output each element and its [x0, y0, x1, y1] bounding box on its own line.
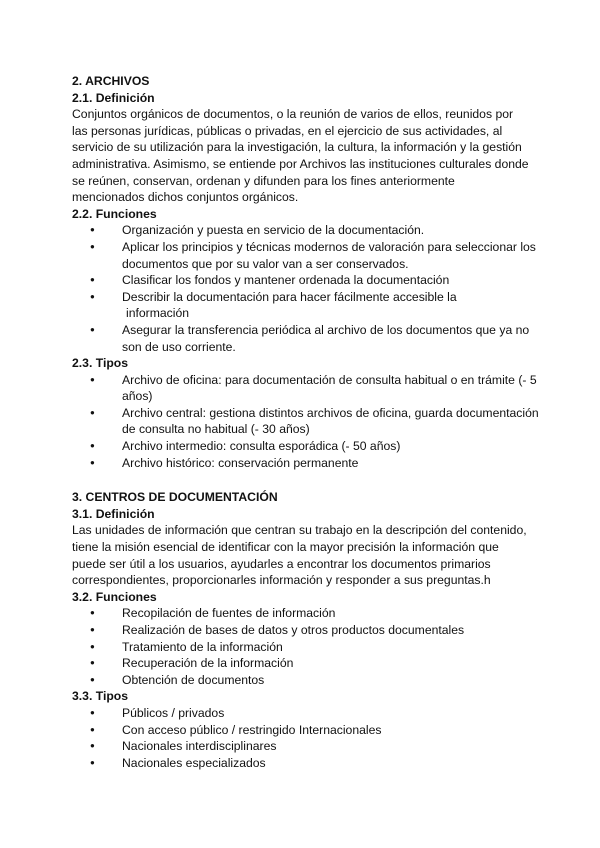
list-item: ● Públicos / privados [108, 705, 540, 722]
paragraph-centros-definicion [72, 522, 540, 588]
list-item: ● Nacionales interdisciplinares [108, 738, 540, 755]
list-item: ● Realización de bases de datos y otros productos documentales [108, 622, 540, 639]
list-item-text: Archivo de oficina: para documentación de consulta habitual o en trámite (- 5 [122, 372, 537, 387]
list-item [108, 372, 540, 405]
list-item-text: Aplicar los principios y técnicas modernos de valoración para seleccionar los [122, 239, 536, 254]
list-archivos-tipos [72, 372, 540, 472]
heading-archivos-definicion: 2.1. Definición [72, 90, 155, 105]
list-item: ● Obtención de documentos [108, 672, 540, 689]
list-item [108, 405, 540, 438]
text-line: Conjuntos orgánicos de documentos, o la reunión de varios de ellos, reunidos por [72, 107, 514, 122]
heading-centros-funciones: 3.2. Funciones [72, 589, 157, 604]
paragraph-archivos-definicion [72, 106, 540, 206]
list-item-text: Describir la documentación para hacer fácilmente accesible la [122, 289, 457, 304]
heading-centros-tipos: 3.3. Tipos [72, 689, 128, 704]
list-item-text: Organización y puesta en servicio de la documentación. [122, 223, 425, 238]
list-item-text: Archivo histórico: conservación permanente [122, 455, 359, 470]
list-item-text: son de uso corriente. [122, 339, 236, 354]
list-item-text: Archivo central: gestiona distintos archivos de oficina, guarda documentación [122, 405, 539, 420]
heading-archivos-tipos: 2.3. Tipos [72, 356, 128, 371]
list-item [108, 222, 540, 239]
text-line: tiene la misión esencial de identificar con la mayor precisión la información que [72, 540, 499, 555]
text-line: correspondientes, proporcionarles información y responder a sus preguntas.h [72, 573, 491, 588]
list-item [108, 272, 540, 289]
list-item [108, 455, 540, 472]
list-item-text: años) [122, 389, 153, 404]
list-archivos-funciones [72, 222, 540, 355]
list-item-text: de consulta no habitual (- 30 años) [122, 422, 310, 437]
list-item-text: Clasificar los fondos y mantener ordenada la documentación [122, 273, 450, 288]
list-item [108, 322, 540, 355]
text-line: servicio de su utilización para la investigación, la cultura, la información y la gestión [72, 140, 522, 155]
list-item-text: Archivo intermedio: consulta esporádica (- 50 años) [122, 439, 401, 454]
text-line: administrativa. Asimismo, se entiende por Archivos las instituciones culturales donde [72, 156, 529, 171]
list-item: ● Recopilación de fuentes de información [108, 605, 540, 622]
section-spacer [72, 471, 540, 489]
list-centros-tipos [72, 705, 540, 771]
text-line: se reúnen, conservan, ordenan y difunden para los fines anteriormente [72, 173, 455, 188]
heading-centros-definicion: 3.1. Definición [72, 506, 155, 521]
list-item-text: Asegurar la transferencia periódica al archivo de los documentos que ya no [122, 322, 530, 337]
section-title-centros: 3. CENTROS DE DOCUMENTACIÓN [72, 490, 278, 505]
list-item-text: información [126, 306, 189, 321]
list-item-text: documentos que por su valor van a ser conservados. [122, 256, 409, 271]
list-item: ● Recuperación de la información [108, 655, 540, 672]
text-line: las personas jurídicas, públicas o privadas, en el ejercicio de sus actividades, al [72, 123, 503, 138]
list-item [108, 239, 540, 272]
list-item: ● Nacionales especializados [108, 755, 540, 772]
list-item [108, 289, 540, 322]
section-title-archivos: 2. ARCHIVOS [72, 74, 150, 88]
list-centros-funciones [72, 605, 540, 688]
list-item [108, 438, 540, 455]
list-item: ● Tratamiento de la información [108, 639, 540, 656]
text-line: mencionados dichos conjuntos orgánicos. [72, 190, 299, 205]
text-line: puede ser útil a los usuarios, ayudarles a encontrar los documentos primarios [72, 556, 491, 571]
list-item: ● Con acceso público / restringido Internacionales [108, 722, 540, 739]
heading-archivos-funciones: 2.2. Funciones [72, 206, 157, 221]
text-line: Las unidades de información que centran su trabajo en la descripción del contenido, [72, 523, 527, 538]
